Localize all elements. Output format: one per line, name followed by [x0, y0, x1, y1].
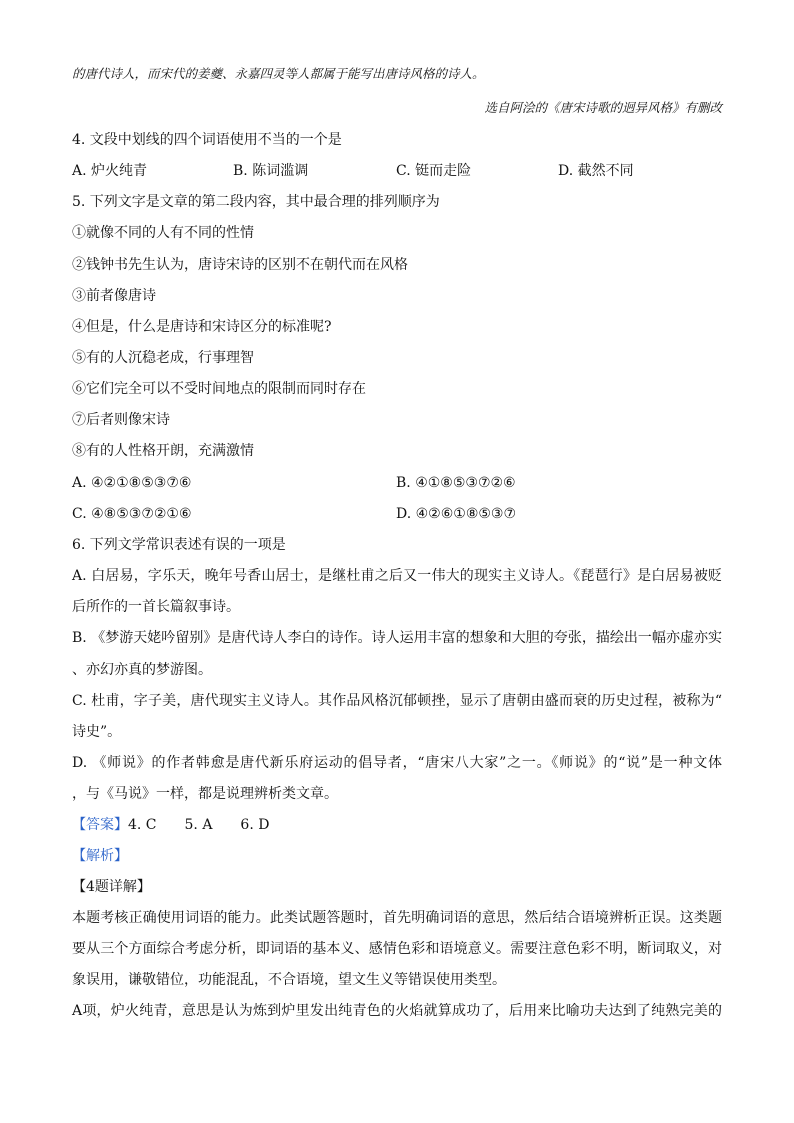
- q6-option-b-line-2: 、亦幻亦真的梦游图。: [72, 662, 212, 678]
- q5-item-2: ②钱钟书先生认为，唐诗宋诗的区别不在朝代而在风格: [72, 257, 408, 273]
- q4-option-c: C. 铤而走险: [396, 163, 472, 179]
- answer-line: [72, 815, 722, 835]
- analysis-q4-heading: 【4题详解】: [72, 879, 151, 895]
- passage-tail-line: 的唐代诗人，而宋代的姜夔、永嘉四灵等人都属于能写出唐诗风格的诗人。: [72, 66, 485, 81]
- q6-option-a-line-1: A. 白居易，字乐天，晚年号香山居士，是继杜甫之后又一伟大的现实主义诗人。《琵琶行》是白居易被贬: [72, 568, 722, 584]
- q4-option-b: B. 陈词滥调: [233, 163, 309, 179]
- q5-option-c: C. ④⑧⑤③⑦②①⑥: [72, 506, 192, 522]
- answer-text: 4. C 5. A 6. D: [128, 817, 270, 833]
- q5-item-5: ⑤有的人沉稳老成，行事理智: [72, 350, 254, 366]
- analysis-paragraph-line-1: 本题考核正确使用词语的能力。此类试题答题时，首先明确词语的意思，然后结合语境辨析正误。这类题: [72, 910, 722, 926]
- analysis-paragraph-line-3: 象误用，谦敬错位，功能混乱，不合语境，望文生义等错误使用类型。: [72, 972, 506, 988]
- q6-option-b-line-1: B. 《梦游天姥吟留别》是唐代诗人李白的诗作。诗人运用丰富的想象和大胆的夸张，描绘出一幅亦虚亦实: [72, 630, 722, 646]
- q5-item-3: ③前者像唐诗: [72, 288, 156, 304]
- q4-option-d: D. 截然不同: [558, 163, 634, 179]
- q6-option-d-line-1: D. 《师说》的作者韩愈是唐代新乐府运动的倡导者，“唐宋八大家”之一。《师说》的“说”是一种文体: [72, 755, 722, 771]
- q6-option-d-line-2: ，与《马说》一样，都是说理辨析类文章。: [72, 786, 338, 802]
- q6-option-c-line-2: 诗史”。: [72, 724, 122, 740]
- q5-option-b: B. ④①⑧⑤③⑦②⑥: [396, 475, 516, 491]
- q5-item-8: ⑧有的人性格开朗，充满激情: [72, 443, 254, 459]
- question-4-stem: 4. 文段中划线的四个词语使用不当的一个是: [72, 132, 342, 148]
- question-6-stem: 6. 下列文学常识表述有误的一项是: [72, 537, 286, 553]
- q6-option-c-line-1: C. 杜甫，字子美，唐代现实主义诗人。其作品风格沉郁顿挫，显示了唐朝由盛而衰的历史过程，被称为“: [72, 693, 722, 709]
- question-5-stem: 5. 下列文字是文章的第二段内容，其中最合理的排列顺序为: [72, 194, 440, 210]
- answer-label: 【答案】: [72, 817, 128, 833]
- passage-source: 选自阿浍的《唐宋诗歌的迥异风格》有删改: [484, 100, 722, 115]
- q4-option-a: A. 炉火纯青: [72, 163, 148, 179]
- analysis-paragraph-line-4: A项，炉火纯青，意思是认为炼到炉里发出纯青色的火焰就算成功了，后用来比喻功夫达到了纯熟完美的: [72, 1003, 722, 1019]
- q5-item-1: ①就像不同的人有不同的性情: [72, 225, 254, 241]
- analysis-paragraph-line-2: 要从三个方面综合考虑分析，即词语的基本义、感情色彩和语境意义。需要注意色彩不明，断词取义，对: [72, 941, 722, 957]
- analysis-label: 【解析】: [72, 848, 128, 864]
- q5-item-7: ⑦后者则像宋诗: [72, 412, 170, 428]
- q6-option-a-line-2: 后所作的一首长篇叙事诗。: [72, 599, 240, 615]
- q5-item-6: ⑥它们完全可以不受时间地点的限制而同时存在: [72, 381, 366, 397]
- q5-option-d: D. ④②⑥①⑧⑤③⑦: [396, 506, 517, 522]
- q5-item-4: ④但是，什么是唐诗和宋诗区分的标准呢?: [72, 319, 332, 335]
- q5-option-a: A. ④②①⑧⑤③⑦⑥: [72, 475, 192, 491]
